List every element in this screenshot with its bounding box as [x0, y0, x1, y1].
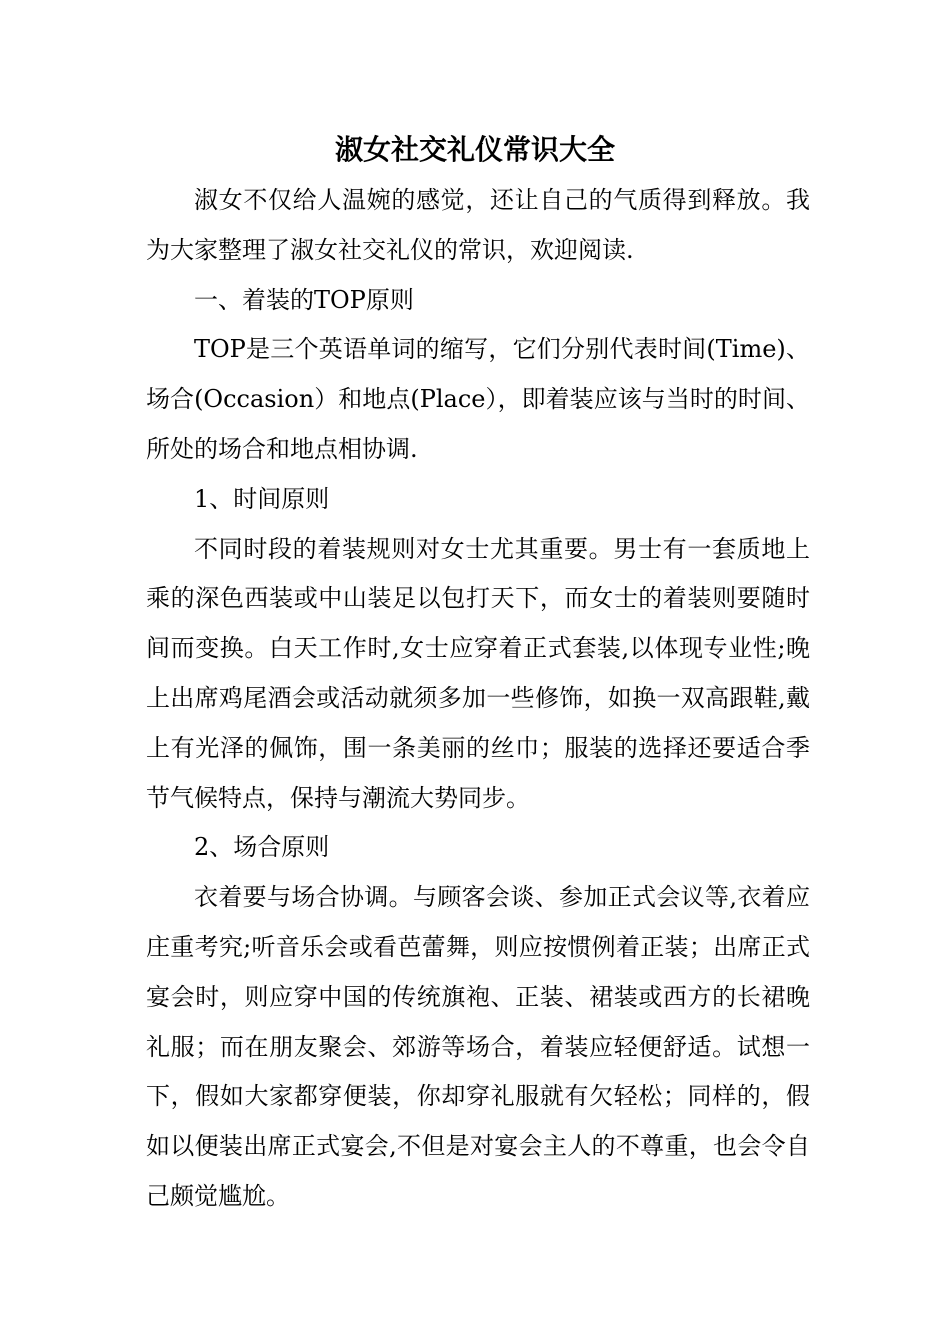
document-body	[146, 176, 810, 1222]
document-title: 淑女社交礼仪常识大全	[334, 133, 615, 166]
top-definition-paragraph: TOP是三个英语单词的缩写，它们分别代表时间(Time)、场合(Occasion）和地点(Place），即着装应该与当时的时间、所处的场合和地点相协调.	[146, 335, 810, 463]
intro-paragraph: 淑女不仅给人温婉的感觉，还让自己的气质得到释放。我为大家整理了淑女社交礼仪的常识，欢迎阅读.	[146, 186, 810, 264]
time-principle-paragraph: 不同时段的着装规则对女士尤其重要。男士有一套质地上乘的深色西装或中山装足以包打天下，而女士的着装则要随时间而变换。白天工作时,女士应穿着正式套装,以体现专业性;晚上出席鸡尾酒会或活动就须多加一些修饰，如换一双高跟鞋,戴上有光泽的佩饰，围一条美丽的丝巾；服装的选择还要适合季节气候特点，保持与潮流大势同步。	[146, 534, 810, 812]
section-heading-top-principle: 一、着装的TOP原则	[194, 285, 414, 314]
subheading-time-principle: 1、时间原则	[194, 484, 330, 513]
occasion-principle-paragraph: 衣着要与场合协调。与顾客会谈、参加正式会议等,衣着应庄重考究;听音乐会或看芭蕾舞，则应按惯例着正装；出席正式宴会时，则应穿中国的传统旗袍、正装、裙装或西方的长裙晚礼服；而在朋友聚会、郊游等场合，着装应轻便舒适。试想一下，假如大家都穿便装，你却穿礼服就有欠轻松；同样的，假如以便装出席正式宴会,不但是对宴会主人的不尊重，也会令自己颇觉尴尬。	[146, 883, 810, 1210]
subheading-occasion-principle: 2、场合原则	[194, 833, 330, 862]
